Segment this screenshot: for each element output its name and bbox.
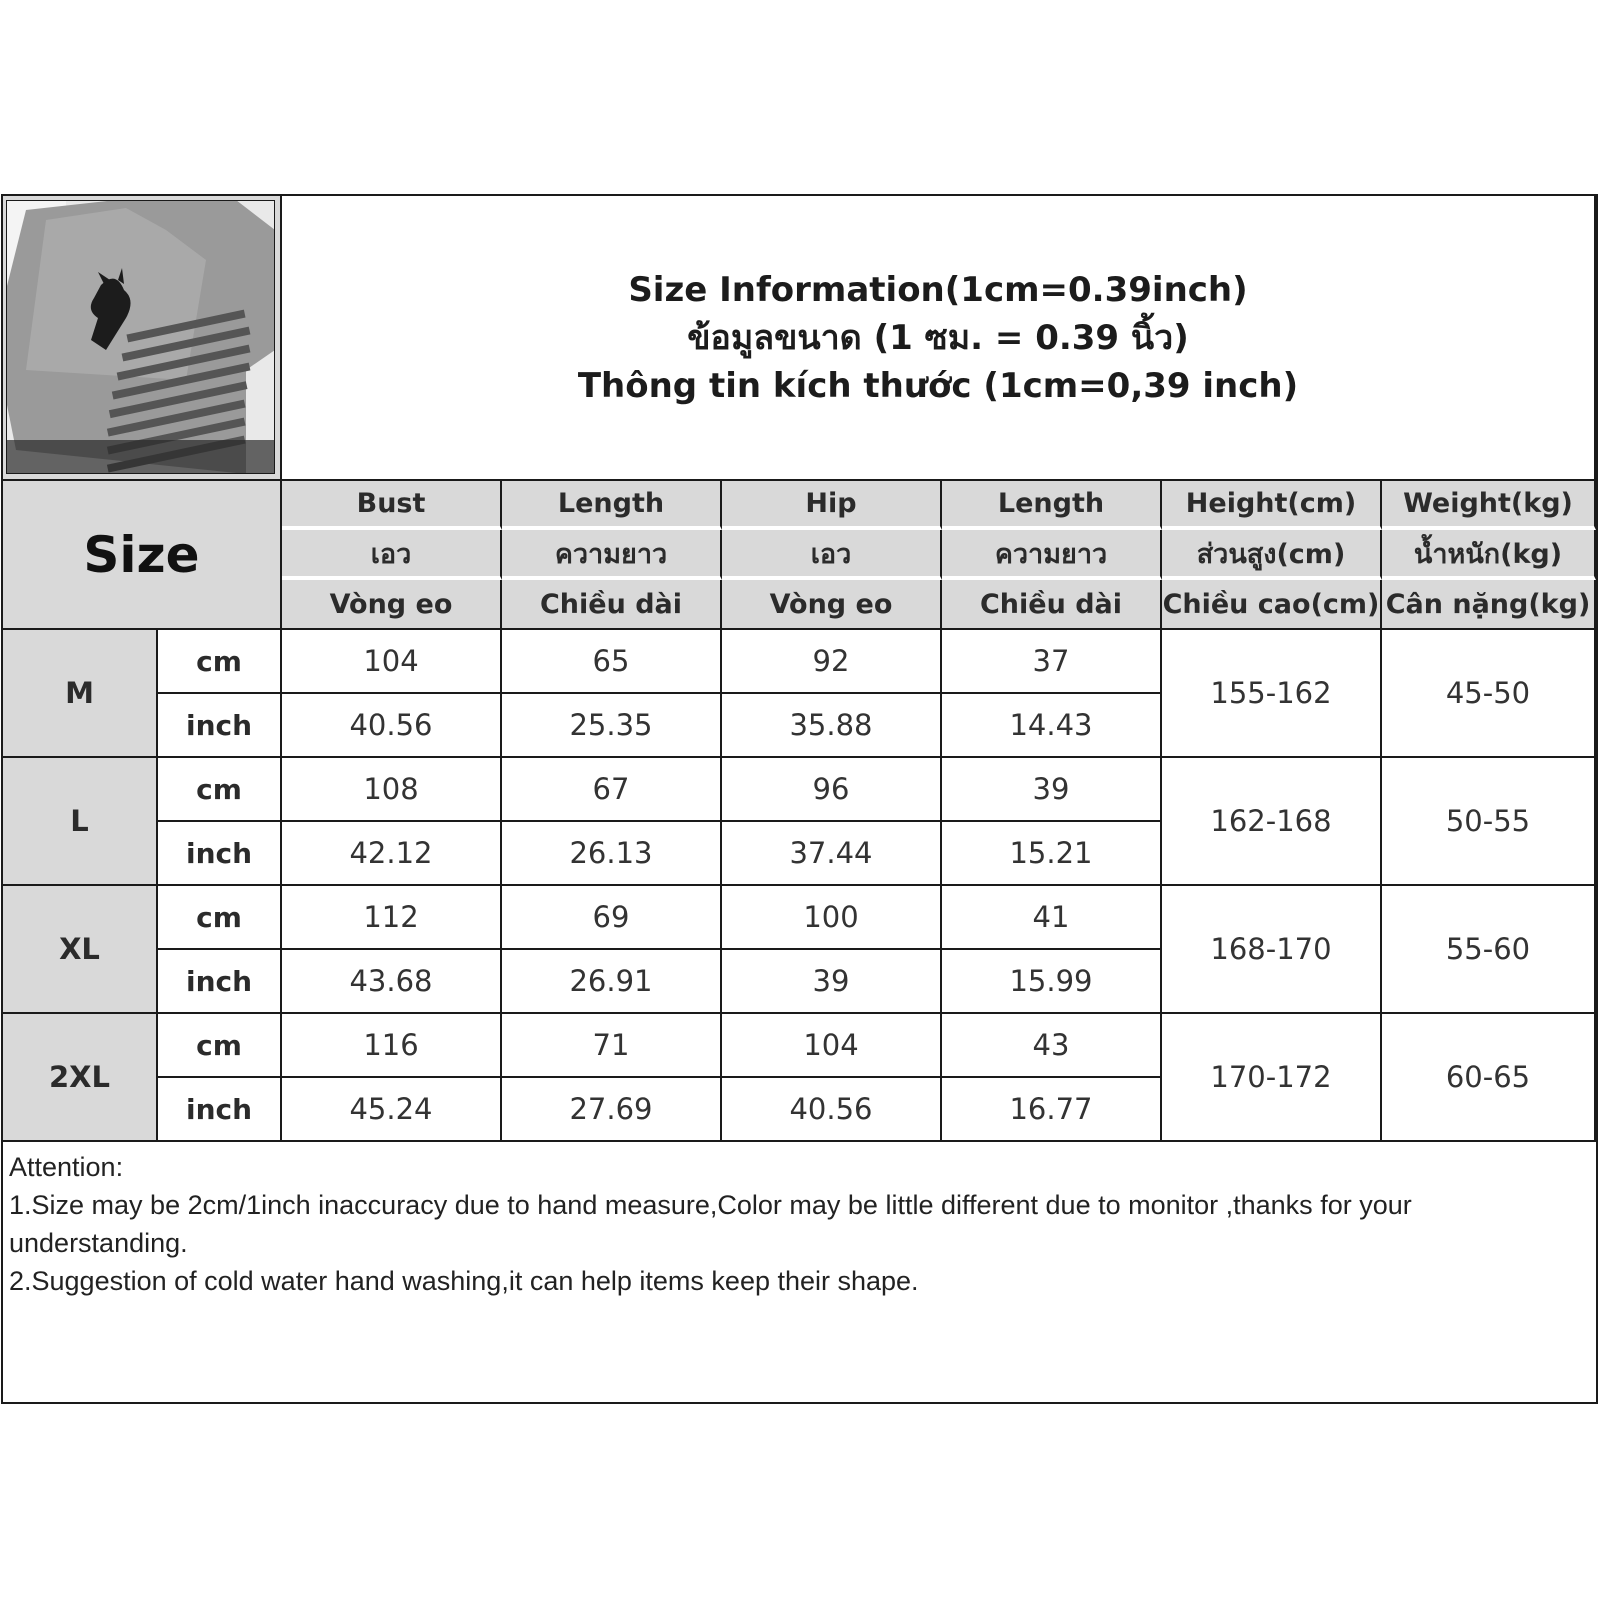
size-header: Size [3, 481, 282, 630]
measurement-cm: 65 [502, 630, 722, 694]
column-header-th: ความยาว [942, 530, 1162, 580]
measurement-inch: 40.56 [282, 694, 502, 758]
measurement-cm: 67 [502, 758, 722, 822]
column-header-vi: Cân nặng(kg) [1382, 580, 1596, 630]
measurement-cm: 116 [282, 1014, 502, 1078]
size-label: L [3, 758, 158, 886]
height-range: 162-168 [1162, 758, 1382, 886]
column-header-vi: Vòng eo [722, 580, 942, 630]
product-photo-cell [3, 196, 282, 481]
size-label: XL [3, 886, 158, 1014]
measurement-inch: 35.88 [722, 694, 942, 758]
unit-label-cm: cm [158, 758, 282, 822]
measurement-cm: 92 [722, 630, 942, 694]
column-header-en: Length [502, 481, 722, 530]
measurement-cm: 100 [722, 886, 942, 950]
measurement-cm: 112 [282, 886, 502, 950]
measurement-cm: 41 [942, 886, 1162, 950]
measurement-cm: 39 [942, 758, 1162, 822]
unit-label-cm: cm [158, 886, 282, 950]
measurement-cm: 108 [282, 758, 502, 822]
size-label: 2XL [3, 1014, 158, 1142]
title-thai: ข้อมูลขนาด (1 ซม. = 0.39 นิ้ว) [687, 317, 1189, 358]
measurement-cm: 96 [722, 758, 942, 822]
unit-label-cm: cm [158, 1014, 282, 1078]
weight-range: 45-50 [1382, 630, 1596, 758]
title-vietnamese: Thông tin kích thước (1cm=0,39 inch) [577, 365, 1299, 406]
attention-notes [3, 1145, 1596, 1402]
measurement-cm: 37 [942, 630, 1162, 694]
measurement-inch: 25.35 [502, 694, 722, 758]
measurement-inch: 14.43 [942, 694, 1162, 758]
measurement-inch: 26.91 [502, 950, 722, 1014]
column-header-th: เอว [282, 530, 502, 580]
unit-label-inch: inch [158, 950, 282, 1014]
measurement-inch: 27.69 [502, 1078, 722, 1142]
height-range: 168-170 [1162, 886, 1382, 1014]
measurement-cm: 104 [722, 1014, 942, 1078]
measurement-inch: 15.99 [942, 950, 1162, 1014]
column-header-vi: Vòng eo [282, 580, 502, 630]
column-header-th: ความยาว [502, 530, 722, 580]
weight-range: 55-60 [1382, 886, 1596, 1014]
column-header-en: Hip [722, 481, 942, 530]
measurement-inch: 26.13 [502, 822, 722, 886]
column-header-en: Length [942, 481, 1162, 530]
notes-line-2: 2.Suggestion of cold water hand washing,it can help items keep their shape. [9, 1266, 919, 1296]
measurement-inch: 15.21 [942, 822, 1162, 886]
column-header-vi: Chiều dài [502, 580, 722, 630]
measurement-cm: 104 [282, 630, 502, 694]
column-header-th: น้ำหนัก(kg) [1382, 530, 1596, 580]
notes-line-1: 1.Size may be 2cm/1inch inaccuracy due to hand measure,Color may be little different due to monitor ,thanks for your understanding. [9, 1190, 1412, 1258]
title-english: Size Information(1cm=0.39inch) [628, 269, 1248, 310]
measurement-inch: 43.68 [282, 950, 502, 1014]
tshirt-photo-icon [6, 200, 275, 474]
measurement-cm: 71 [502, 1014, 722, 1078]
column-header-vi: Chiều dài [942, 580, 1162, 630]
weight-range: 60-65 [1382, 1014, 1596, 1142]
measurement-inch: 42.12 [282, 822, 502, 886]
size-label: M [3, 630, 158, 758]
measurement-inch: 39 [722, 950, 942, 1014]
unit-label-inch: inch [158, 1078, 282, 1142]
column-header-th: ส่วนสูง(cm) [1162, 530, 1382, 580]
weight-range: 50-55 [1382, 758, 1596, 886]
column-header-en: Weight(kg) [1382, 481, 1596, 530]
measurement-inch: 16.77 [942, 1078, 1162, 1142]
column-header-th: เอว [722, 530, 942, 580]
column-header-en: Height(cm) [1162, 481, 1382, 530]
measurement-inch: 45.24 [282, 1078, 502, 1142]
measurement-inch: 40.56 [722, 1078, 942, 1142]
title-block [282, 196, 1596, 481]
size-chart [1, 194, 1598, 1404]
height-range: 155-162 [1162, 630, 1382, 758]
measurement-cm: 69 [502, 886, 722, 950]
notes-heading: Attention: [9, 1152, 124, 1182]
column-header-en: Bust [282, 481, 502, 530]
measurement-cm: 43 [942, 1014, 1162, 1078]
column-header-vi: Chiều cao(cm) [1162, 580, 1382, 630]
unit-label-inch: inch [158, 822, 282, 886]
unit-label-inch: inch [158, 694, 282, 758]
unit-label-cm: cm [158, 630, 282, 694]
height-range: 170-172 [1162, 1014, 1382, 1142]
measurement-inch: 37.44 [722, 822, 942, 886]
